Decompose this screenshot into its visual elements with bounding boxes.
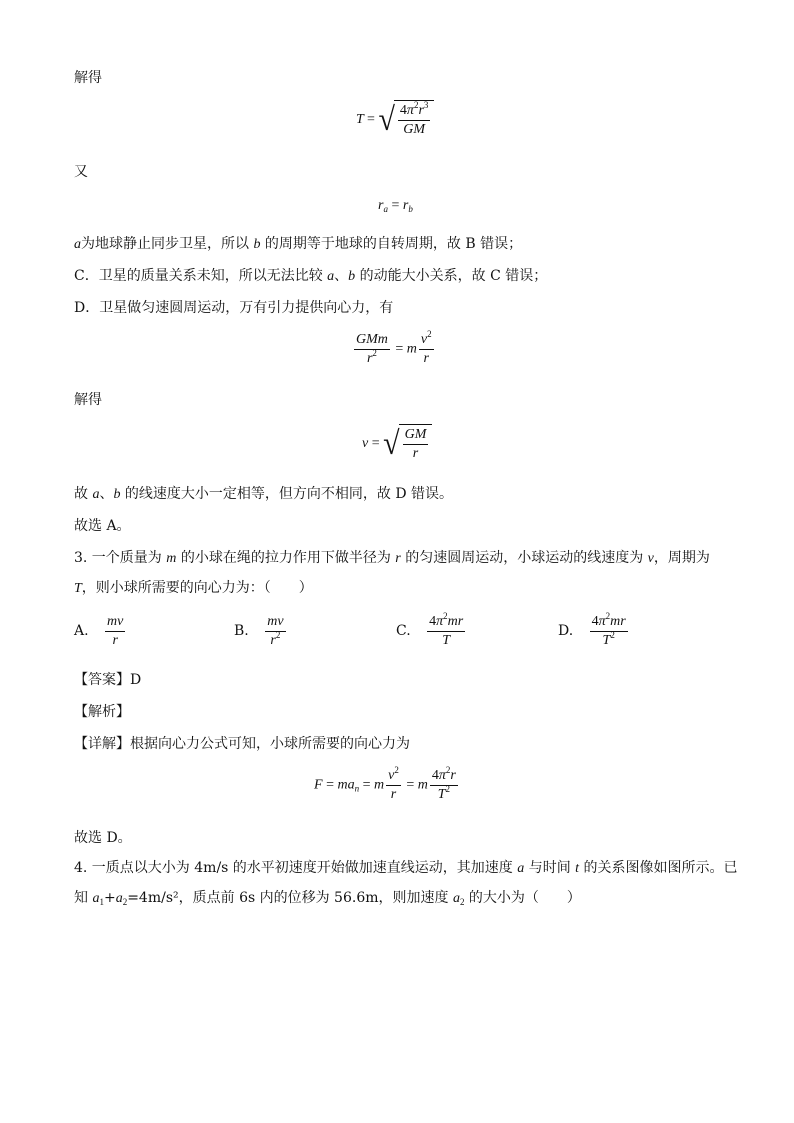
question-4-line-2: 知 $a_1+a_2=4m/s^2$，质点前 6s 内的位移为 56.6m，则加速度 $a_2$ 的大小为（ ） xyxy=(74,890,581,907)
text-jiede-1: 解得 xyxy=(74,70,102,86)
question-3-line-1: 3. 一个质量为 m 的小球在绳的拉力作用下做半径为 r 的匀速圆周运动，小球运动的线速度为 v，周期为 xyxy=(74,550,710,566)
text-line-c: C．卫星的质量关系未知，所以无法比较 a、b 的动能大小关系，故 C 错误； xyxy=(74,268,548,284)
option-c[interactable]: C. $\frac{4\pi^2mr}{T}$ xyxy=(396,611,464,648)
text-line-d: D．卫星做匀速圆周运动，万有引力提供向心力，有 xyxy=(74,300,394,316)
detail-text: 【详解】根据向心力公式可知，小球所需要的向心力为 xyxy=(74,736,410,752)
text-guxuan-d: 故选 D。 xyxy=(74,830,132,846)
equation-period: T = √ $\frac{4\pi^2r^3}{GM}$ xyxy=(356,100,434,140)
equation-radius-equal: $r_a = r_b$ xyxy=(378,198,413,214)
option-b[interactable]: B. $\frac{mv}{r^2}$ xyxy=(234,614,284,648)
text-line-v: 故 a、b 的线速度大小一定相等，但方向不相同，故 D 错误。 xyxy=(74,486,454,502)
equation-velocity: v = √ $\frac{GM}{r}$ xyxy=(362,424,432,464)
analysis-label: 【解析】 xyxy=(74,704,130,720)
option-a[interactable]: A. $\frac{mv}{r}$ xyxy=(74,614,124,648)
option-d[interactable]: D. $\frac{4\pi^2mr}{T^2}$ xyxy=(558,611,626,648)
question-3-line-2: T，则小球所需要的向心力为：（ ） xyxy=(74,580,313,596)
answer-label: 【答案】D xyxy=(74,672,142,688)
equation-centripetal-force: $F = ma_n = m$ $\frac{v^2}{r}$ = m $\frac{4\pi^2r}{T^2}$ xyxy=(314,765,456,802)
text-jiede-2: 解得 xyxy=(74,392,102,408)
equation-gravity-centripetal: $\frac{\text{GMm}}{r^2}$ = m $\frac{v^2}{r}$ xyxy=(356,329,432,366)
question-4-line-1: 4. 一质点以大小为 4m/s 的水平初速度开始做加速直线运动，其加速度 a 与时间 t 的关系图像如图所示。已 xyxy=(74,860,738,876)
text-you: 又 xyxy=(74,164,88,180)
text-guxuan-a: 故选 A。 xyxy=(74,518,131,534)
text-line-a: a为地球静止同步卫星，所以 b 的周期等于地球的自转周期，故 B 错误； xyxy=(74,236,523,252)
